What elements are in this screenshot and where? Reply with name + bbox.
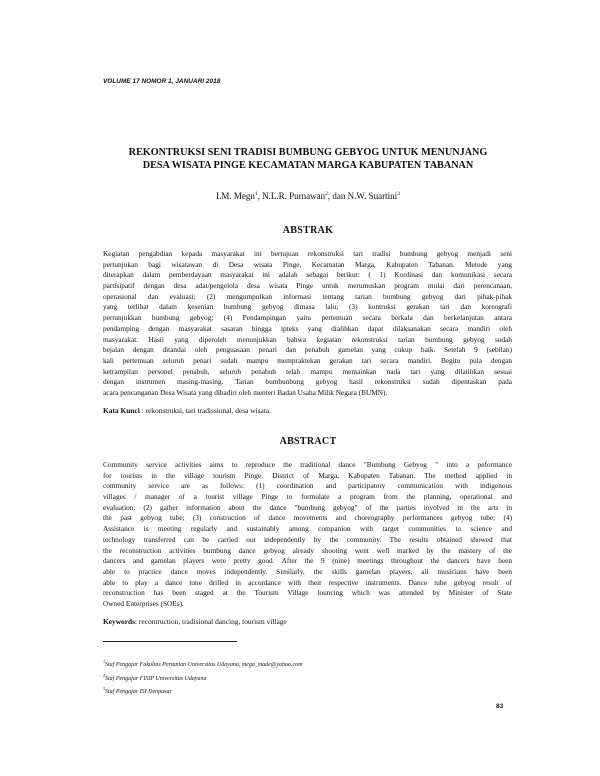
abstrak-line: ketrampilan personel penabuh, seluruh penabuh telah mampu memainkan nada tari yang dilatihkan sesuai: [103, 366, 512, 376]
article-title: [103, 146, 513, 172]
author-1-affiliation-mark: 1: [254, 191, 258, 197]
abstrak-line: kali pertemuan seluruh penari sudah mampu mempraktekan gerakan tari secara mandiri. Begitu pula dengan: [103, 355, 512, 365]
footnote-2: [103, 671, 303, 685]
footnote-1: [103, 657, 303, 671]
author-list: [103, 191, 513, 201]
footnote-2-text: Staf Pengajar FISIP Universitas Udayana: [105, 675, 207, 682]
abstract-line: reconstruction has been staged at the Tourism Village louncing which was attended by Minister of State: [103, 588, 512, 598]
keywords: [103, 617, 287, 626]
keywords-text: : recontruction, tradisional dancing, tourism village: [135, 617, 287, 626]
article-title-line-1: REKONTRUKSI SENI TRADISI BUMBUNG GEBYOG UNTUK MENUNJANG: [128, 147, 488, 158]
author-3-affiliation-mark: 3: [397, 191, 400, 197]
abstract-heading: ABSTRACT: [279, 436, 337, 447]
footnotes: [103, 657, 303, 698]
footnote-3-text: Staf Pengajar ISI Denpasar: [105, 689, 172, 696]
keywords-label: Keywords: [103, 617, 136, 626]
abstract-line: able to practice dance moves independently. Similarly, the skills gamelan players, all musicians have been: [103, 566, 512, 576]
abstract-line: dancers and gamelan players were pretty good. After the 9 (nine) meetings throughout the dancers have been: [103, 556, 512, 566]
author-2-affiliation-mark: 2: [325, 191, 328, 197]
abstrak-line: bejalan dengan ditandai oleh penguasaan penari dan penabuh gamelan yang cukup baik. Setelah 9 (sebilan): [103, 345, 512, 355]
footnote-separator: [103, 641, 237, 642]
abstrak-line: partisipatif dengan desa adat/pengelola desa wisata Pinge untuk merumuskan program mulai dari perencanaan,: [103, 281, 512, 291]
abstrak-line: masyarakat. Hasil yang diperoleh menunjukkan bahwa kegiatan rekonstruksi tarian bumbung gebyog sudah: [103, 334, 512, 344]
abstrak-line: pendamping dengan masyarakat sasaran hingga ipteks yang dialihkan dapat dilaksanakan secara mandiri oleh: [103, 323, 512, 333]
page-number: 83: [496, 703, 504, 710]
abstrak-line: acara pencanganan Desa Wisata yang dihadiri oleh menteri Badan Usaha Milik Negara (BUMN).: [103, 387, 388, 397]
author-2: , N.L.R. Purnawan: [257, 191, 326, 201]
abstract-line: Assistance is meeting regularly and sustainably among companion with target communities to science and: [103, 524, 512, 534]
abstrak-heading: ABSTRAK: [282, 225, 334, 236]
footnote-3: [103, 684, 303, 698]
author-1: I.M. Megn: [216, 191, 255, 201]
footnote-2-mark: 2: [103, 672, 105, 678]
author-3: , dan N.W. Suartini: [327, 191, 398, 201]
footnote-1-mark: 1: [103, 659, 105, 664]
abstract-line: for tourists in the village tourism Pinge, District of Marga, Kabupaten Tabanan. The method applied in: [103, 470, 512, 480]
abstract-paragraph: [103, 460, 512, 610]
abstrak-line: Kegiatan pengabdian kepada masyarakat ini bertujuan rekonstruksi tari tradisi bumbung gebyog menjadi seni: [103, 249, 512, 258]
abstrak-line: operasional dan evaluasi; (2) mengumpulkan informasi tentang tarian bumbung gebyog dari pihak-pihak: [103, 291, 512, 301]
abstrak-line: dengan instrumen masing-masing. Tarian bumbunbung gebyog hasil rekonstruksi sudah dipentaskan pada: [103, 377, 512, 387]
abstrak-line: diterapkan dalam pemberdayaan masyarakat ini adalah sebagai berikut: ( 1) Kordinasi dan komunikasi secara: [103, 270, 512, 280]
abstrak-line: pertunjukkan bumbung gebyog; (4) Pendampingan yaitu pertemuan secara berkala dan berkelanjutan antara: [103, 313, 512, 323]
footnote-1-text: Staf Pengajar Fakultas Pertanian Universitas Udayana, mega_made@yahoo.com: [105, 662, 303, 668]
journal-volume-header: VOLUME 17 NOMOR 1, JANUARI 2018: [103, 78, 221, 85]
abstrak-paragraph: [103, 249, 512, 399]
abstrak-line: pertunjukan bagi wisatawan di Desa wisata Pinge, Kecamatan Marga, Kabupaten Tabanan. Metode yang: [103, 259, 512, 269]
abstract-line: community service are as follows: (1) coordination and participatory communication with indigenous: [103, 481, 512, 491]
abstract-line: Community service activities aims to reproduce the traditional dance "Bumbung Gebyog " into a peformance: [103, 460, 512, 469]
abstract-line: the reconstruction activities bumbung dance gebyog already shooting went well marked by the mastery of the: [103, 545, 512, 555]
kata-kunci-label: Kata Kunci: [103, 406, 140, 415]
abstract-line: the past gebyog tube; (3) construction of dance movements and choreography performances gebyog tube; (4): [103, 513, 512, 523]
abstract-line: able to play a dance tone drilled in accordance with their respective instruments. Dance tube gebyog result of: [103, 577, 512, 587]
kata-kunci-text: : rekonstruksi, tari tradissional, desa wisata.: [139, 406, 271, 415]
abstract-line: technology transferred can be carried out independently by the community. The results obtained showed that: [103, 534, 512, 544]
abstract-line: Owned Enterprises (SOEs).: [103, 598, 184, 608]
footnote-3-mark: 3: [103, 686, 105, 692]
abstract-line: evaluation; (2) gather information about the dance "bumbung gebyog" of the parties involved in the arts in: [103, 502, 512, 512]
article-title-line-2: DESA WISATA PINGE KECAMATAN MARGA KABUPATEN TABANAN: [142, 160, 474, 171]
abstrak-line: yang terlibat dalam kesenian bumbung gebyog dimasa lalu; (3) kontruksi gerakan tari dan koreografi: [103, 302, 512, 312]
abstract-line: villages / manager of a tourist village Pinge to formulate a program from the planning, operational and: [103, 492, 512, 502]
kata-kunci: [103, 406, 271, 415]
